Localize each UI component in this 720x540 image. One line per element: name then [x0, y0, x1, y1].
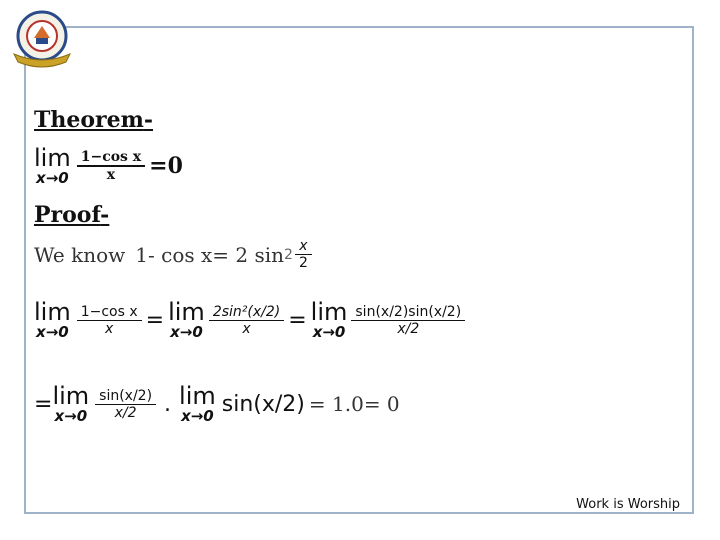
- theorem-fraction: $\frac{\text{1−cos x}}{x}$: [77, 149, 145, 183]
- theorem-statement: lim x→0 $\frac{\text{1−cos x}}{x}$ =0: [34, 144, 183, 187]
- limit-operator: lim x→0: [34, 144, 71, 187]
- limit-operator: lim x→0: [168, 298, 205, 341]
- fraction-3: $\frac{\sin(x/2)\sin(x/2)}{x/2}$: [351, 304, 465, 337]
- proof-heading: Proof-: [34, 202, 110, 228]
- limit-operator: lim x→0: [310, 298, 348, 341]
- limit-operator: lim x→0: [52, 382, 90, 425]
- theorem-heading: Theorem-: [34, 107, 154, 133]
- fraction-2: $\frac{\text{2sin²(x/2)}}{x}$: [209, 304, 284, 337]
- footer-motto: Work is Worship: [570, 497, 686, 512]
- identity-line: We know 1- cos x= 2 sin 2 $\frac{x}{2}$: [34, 238, 312, 271]
- limit-operator: lim x→0: [179, 382, 216, 425]
- limit-operator: lim x→0: [34, 298, 71, 341]
- half-angle-fraction: $\frac{x}{2}$: [295, 238, 312, 271]
- sinc-fraction: $\frac{\sin(x/2)}{x/2}$: [95, 388, 156, 421]
- college-logo: [8, 4, 76, 70]
- fraction-1: $\frac{\text{1−cos x}}{x}$: [77, 304, 142, 337]
- derivation-line-2: = lim x→0 $\frac{\sin(x/2)}{x/2}$ . lim x→0 sin(x/2) = 1.0= 0: [34, 382, 400, 425]
- derivation-line-1: lim x→0 $\frac{\text{1−cos x}}{x}$ = lim x→0 $\frac{\text{2sin²(x/2)}}{x}$ = lim x→0 $\frac{\sin(x/2)\sin(x/2)}{x/2}$: [34, 300, 465, 340]
